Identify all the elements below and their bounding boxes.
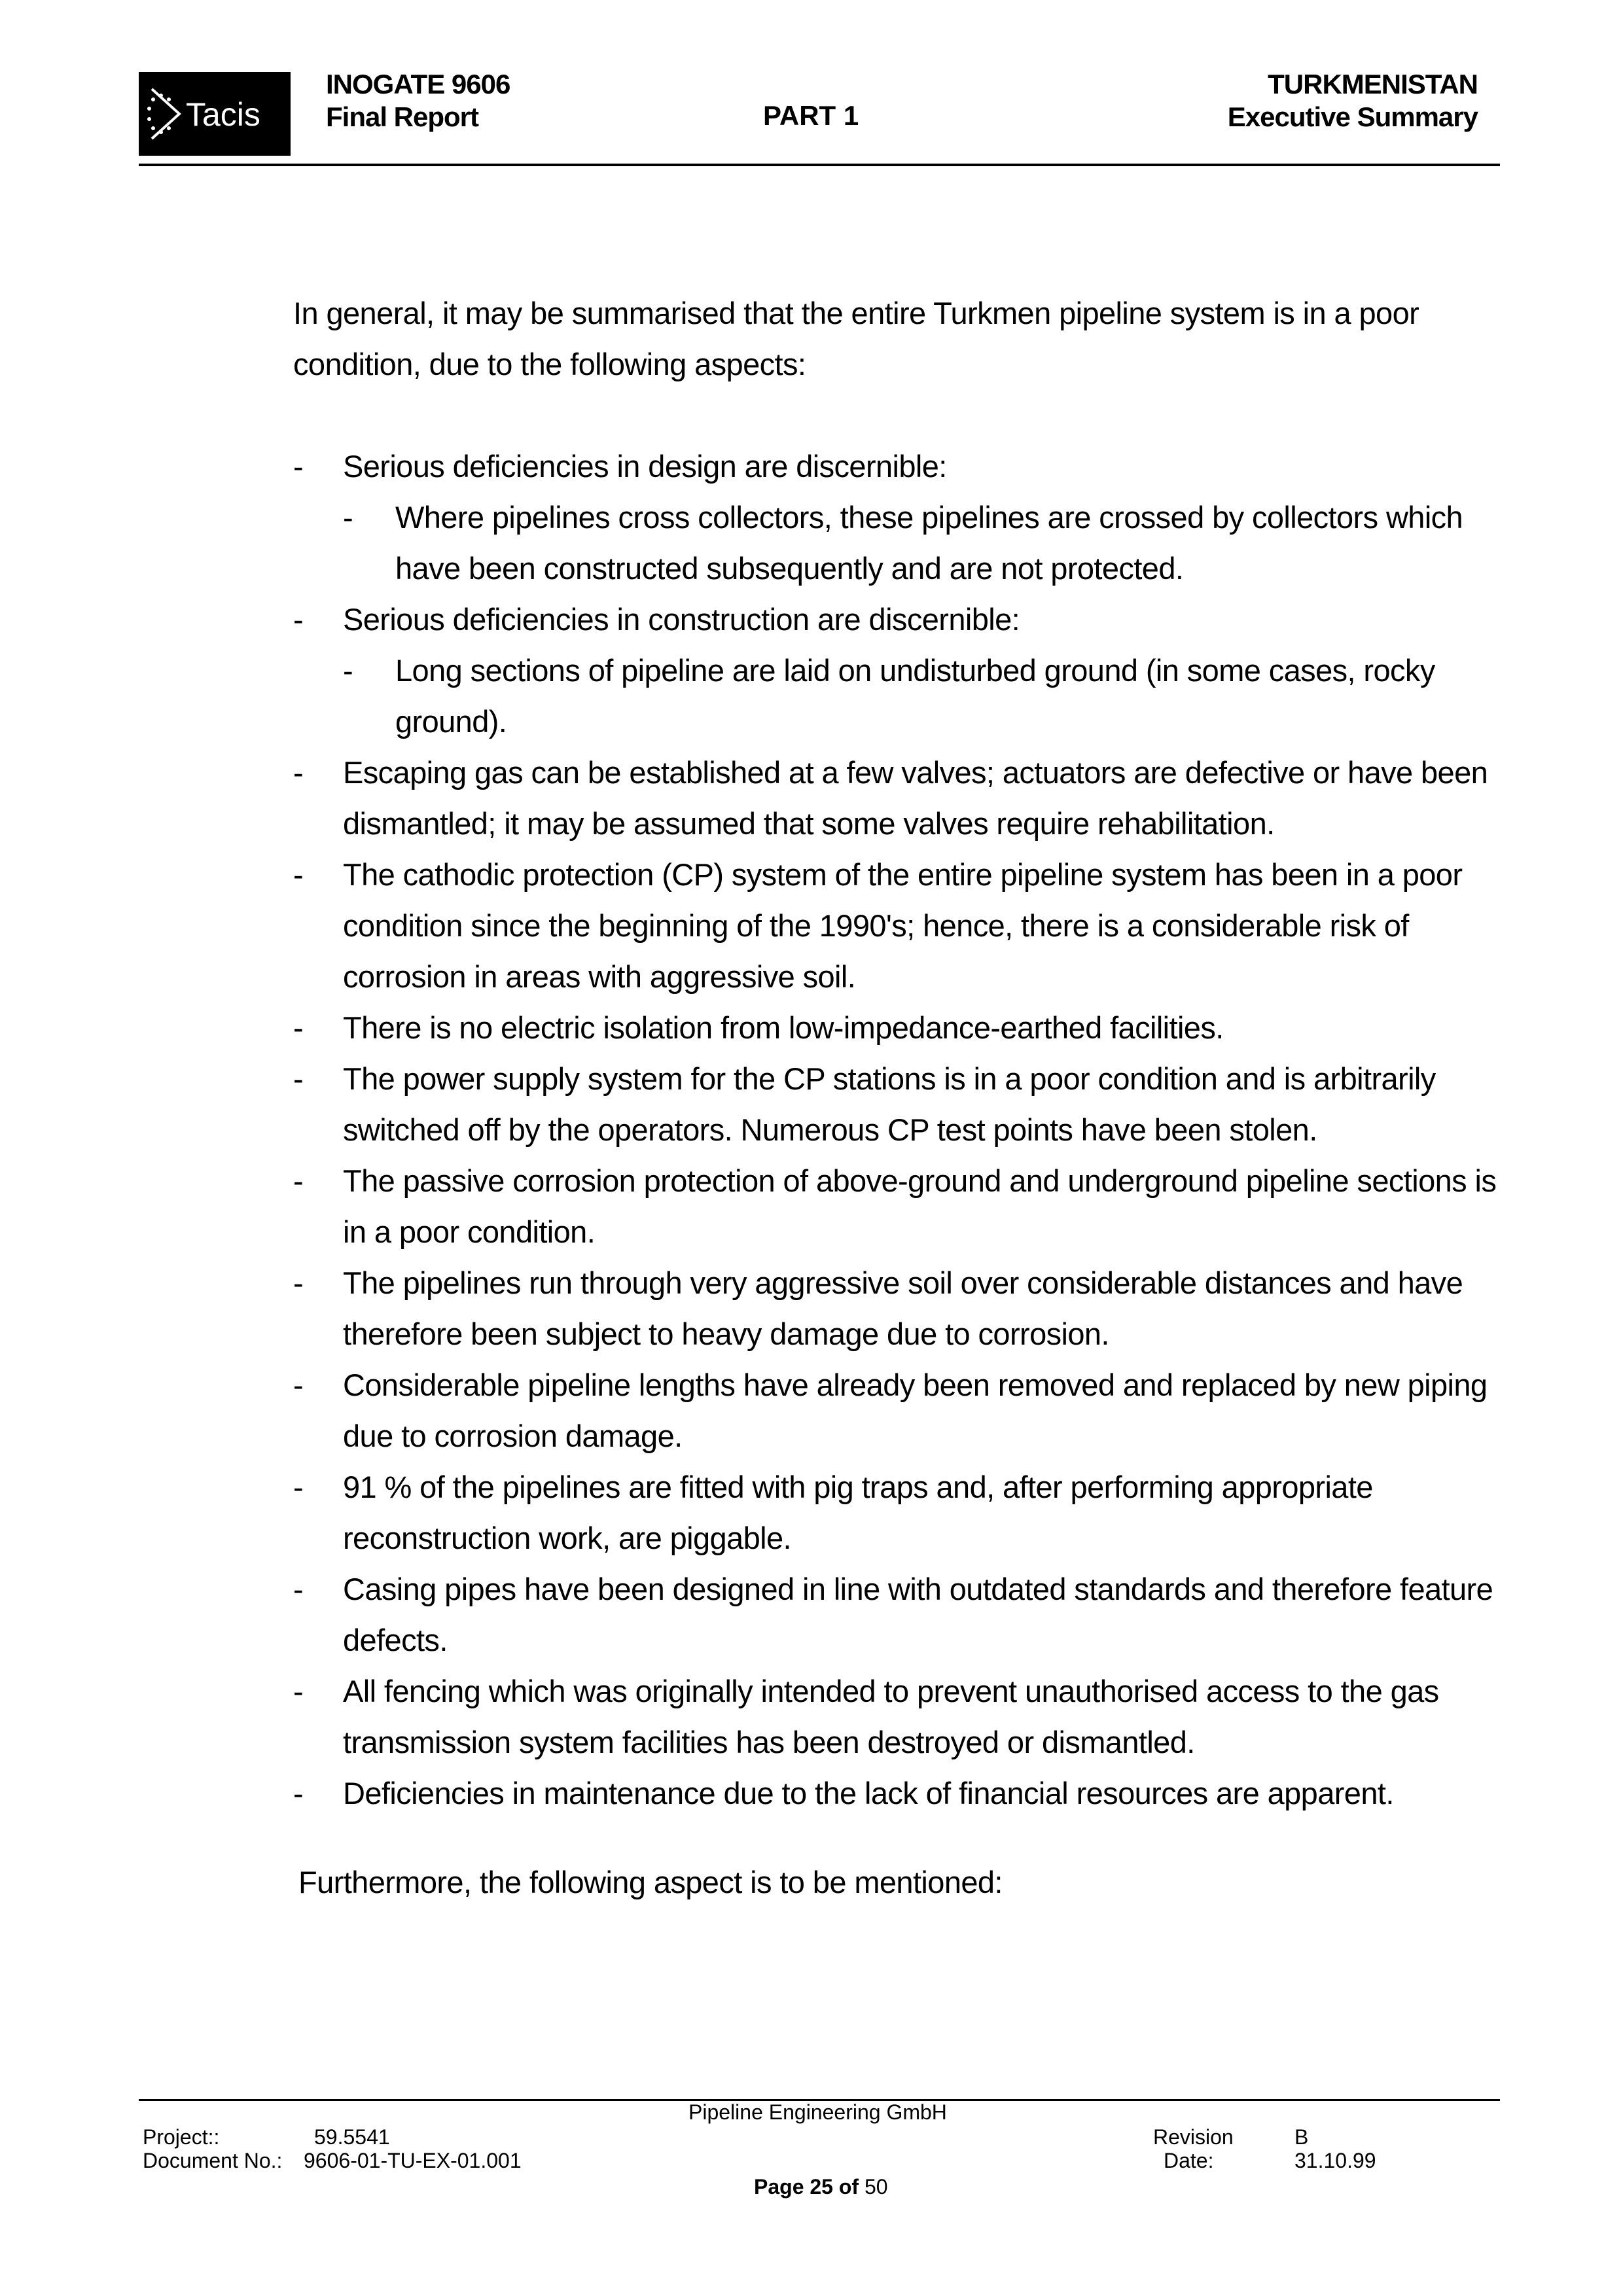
company-name: Pipeline Engineering GmbH <box>688 2100 947 2124</box>
page-of: of <box>838 2175 859 2199</box>
list-item <box>293 1564 1510 1666</box>
list-dash: - <box>293 1674 304 1708</box>
list-dash: - <box>293 1010 304 1045</box>
sub-list <box>343 645 1510 747</box>
list-item <box>293 441 1510 594</box>
page-total: 50 <box>864 2175 888 2199</box>
list-item <box>293 849 1510 1002</box>
header-left <box>326 68 510 133</box>
intro-paragraph: In general, it may be summarised that the entire Turkmen pipeline system is in a poor condition, due to the following aspects: <box>293 296 1419 381</box>
list-item <box>293 1768 1510 1819</box>
list-item-text: All fencing which was originally intended to prevent unauthorised access to the gas transmission system facilities has been destroyed or dismantled. <box>343 1674 1439 1759</box>
list-item <box>293 1462 1510 1564</box>
list-dash: - <box>293 857 304 892</box>
revision-value: B <box>1294 2125 1309 2149</box>
list-item <box>293 1002 1510 1053</box>
list-item-text: Serious deficiencies in design are discernible: <box>343 449 947 484</box>
list-item-text: There is no electric isolation from low-impedance-earthed facilities. <box>343 1010 1224 1045</box>
sub-list-item-text: Long sections of pipeline are laid on undisturbed ground (in some cases, rocky ground). <box>395 653 1435 739</box>
list-item-text: Serious deficiencies in construction are discernible: <box>343 602 1020 637</box>
page-word: Page <box>754 2175 804 2199</box>
list-item-text: Casing pipes have been designed in line with outdated standards and therefore feature defects. <box>343 1572 1493 1657</box>
list-item <box>293 594 1510 747</box>
date-value: 31.10.99 <box>1294 2149 1376 2172</box>
list-item <box>293 1666 1510 1768</box>
revision-label: Revision <box>1153 2125 1234 2149</box>
tacis-logo-graphic <box>139 72 291 156</box>
list-item <box>293 1156 1510 1258</box>
list-item <box>293 747 1510 849</box>
list-dash: - <box>293 1061 304 1096</box>
list-item-text: The power supply system for the CP stations is in a poor condition and is arbitrarily switched off by the operators. Numerous CP test points have been stolen. <box>343 1061 1436 1147</box>
list-item-text: Escaping gas can be established at a few valves; actuators are defective or have been dismantled; it may be assumed that some valves require rehabilitation. <box>343 755 1488 841</box>
body-text <box>293 288 1510 1908</box>
section-title: Executive Summary <box>1227 101 1478 132</box>
date-label: Date: <box>1164 2149 1214 2172</box>
list-item <box>293 1053 1510 1156</box>
list-item-text: The pipelines run through very aggressive soil over considerable distances and have therefore been subject to heavy damage due to corrosion. <box>343 1265 1463 1351</box>
tacis-logo <box>139 72 291 156</box>
part-label: PART 1 <box>763 100 859 131</box>
list-dash: - <box>293 1572 304 1606</box>
page-number <box>754 2175 888 2199</box>
list-dash: - <box>293 1776 304 1810</box>
program-name: INOGATE 9606 <box>326 69 510 99</box>
list-dash: - <box>343 500 353 535</box>
sub-list-item <box>293 492 1510 594</box>
list-item-text: Deficiencies in maintenance due to the lack of financial resources are apparent. <box>343 1776 1394 1810</box>
list-dash: - <box>293 449 304 484</box>
closing-paragraph: Furthermore, the following aspect is to be mentioned: <box>298 1865 1003 1899</box>
document-value: 9606-01-TU-EX-01.001 <box>304 2149 522 2172</box>
header-divider <box>139 164 1500 166</box>
sub-list <box>343 492 1510 594</box>
header-right <box>1228 68 1478 133</box>
list-dash: - <box>343 653 353 688</box>
page-current: 25 <box>810 2175 833 2199</box>
sub-list-item <box>293 645 1510 747</box>
list-dash: - <box>293 1470 304 1504</box>
list-item-text: 91 % of the pipelines are fitted with pig traps and, after performing appropriate reconstruction work, are piggable. <box>343 1470 1373 1555</box>
project-label: Project:: <box>143 2125 220 2149</box>
list-item-text: The passive corrosion protection of above-ground and underground pipeline sections is in a poor condition. <box>343 1163 1497 1249</box>
list-dash: - <box>293 602 304 637</box>
logo-text: Tacis <box>186 96 260 133</box>
sub-list-item-text: Where pipelines cross collectors, these pipelines are crossed by collectors which have been constructed subsequently and are not protected. <box>395 500 1463 586</box>
list-item-text: Considerable pipeline lengths have already been removed and replaced by new piping due to corrosion damage. <box>343 1368 1488 1453</box>
list-dash: - <box>293 1265 304 1300</box>
list-item <box>293 1360 1510 1462</box>
list-item <box>293 1258 1510 1360</box>
list-item-text: The cathodic protection (CP) system of the entire pipeline system has been in a poor condition since the beginning of the 1990's; hence, there is a considerable risk of corrosion in areas with aggressive soil. <box>343 857 1463 994</box>
list-dash: - <box>293 1163 304 1198</box>
project-value: 59.5541 <box>314 2125 390 2149</box>
report-type: Final Report <box>326 101 479 132</box>
country-name: TURKMENISTAN <box>1268 69 1478 99</box>
document-label: Document No.: <box>143 2149 283 2172</box>
aspect-list <box>293 441 1510 1819</box>
list-dash: - <box>293 755 304 790</box>
list-dash: - <box>293 1368 304 1402</box>
